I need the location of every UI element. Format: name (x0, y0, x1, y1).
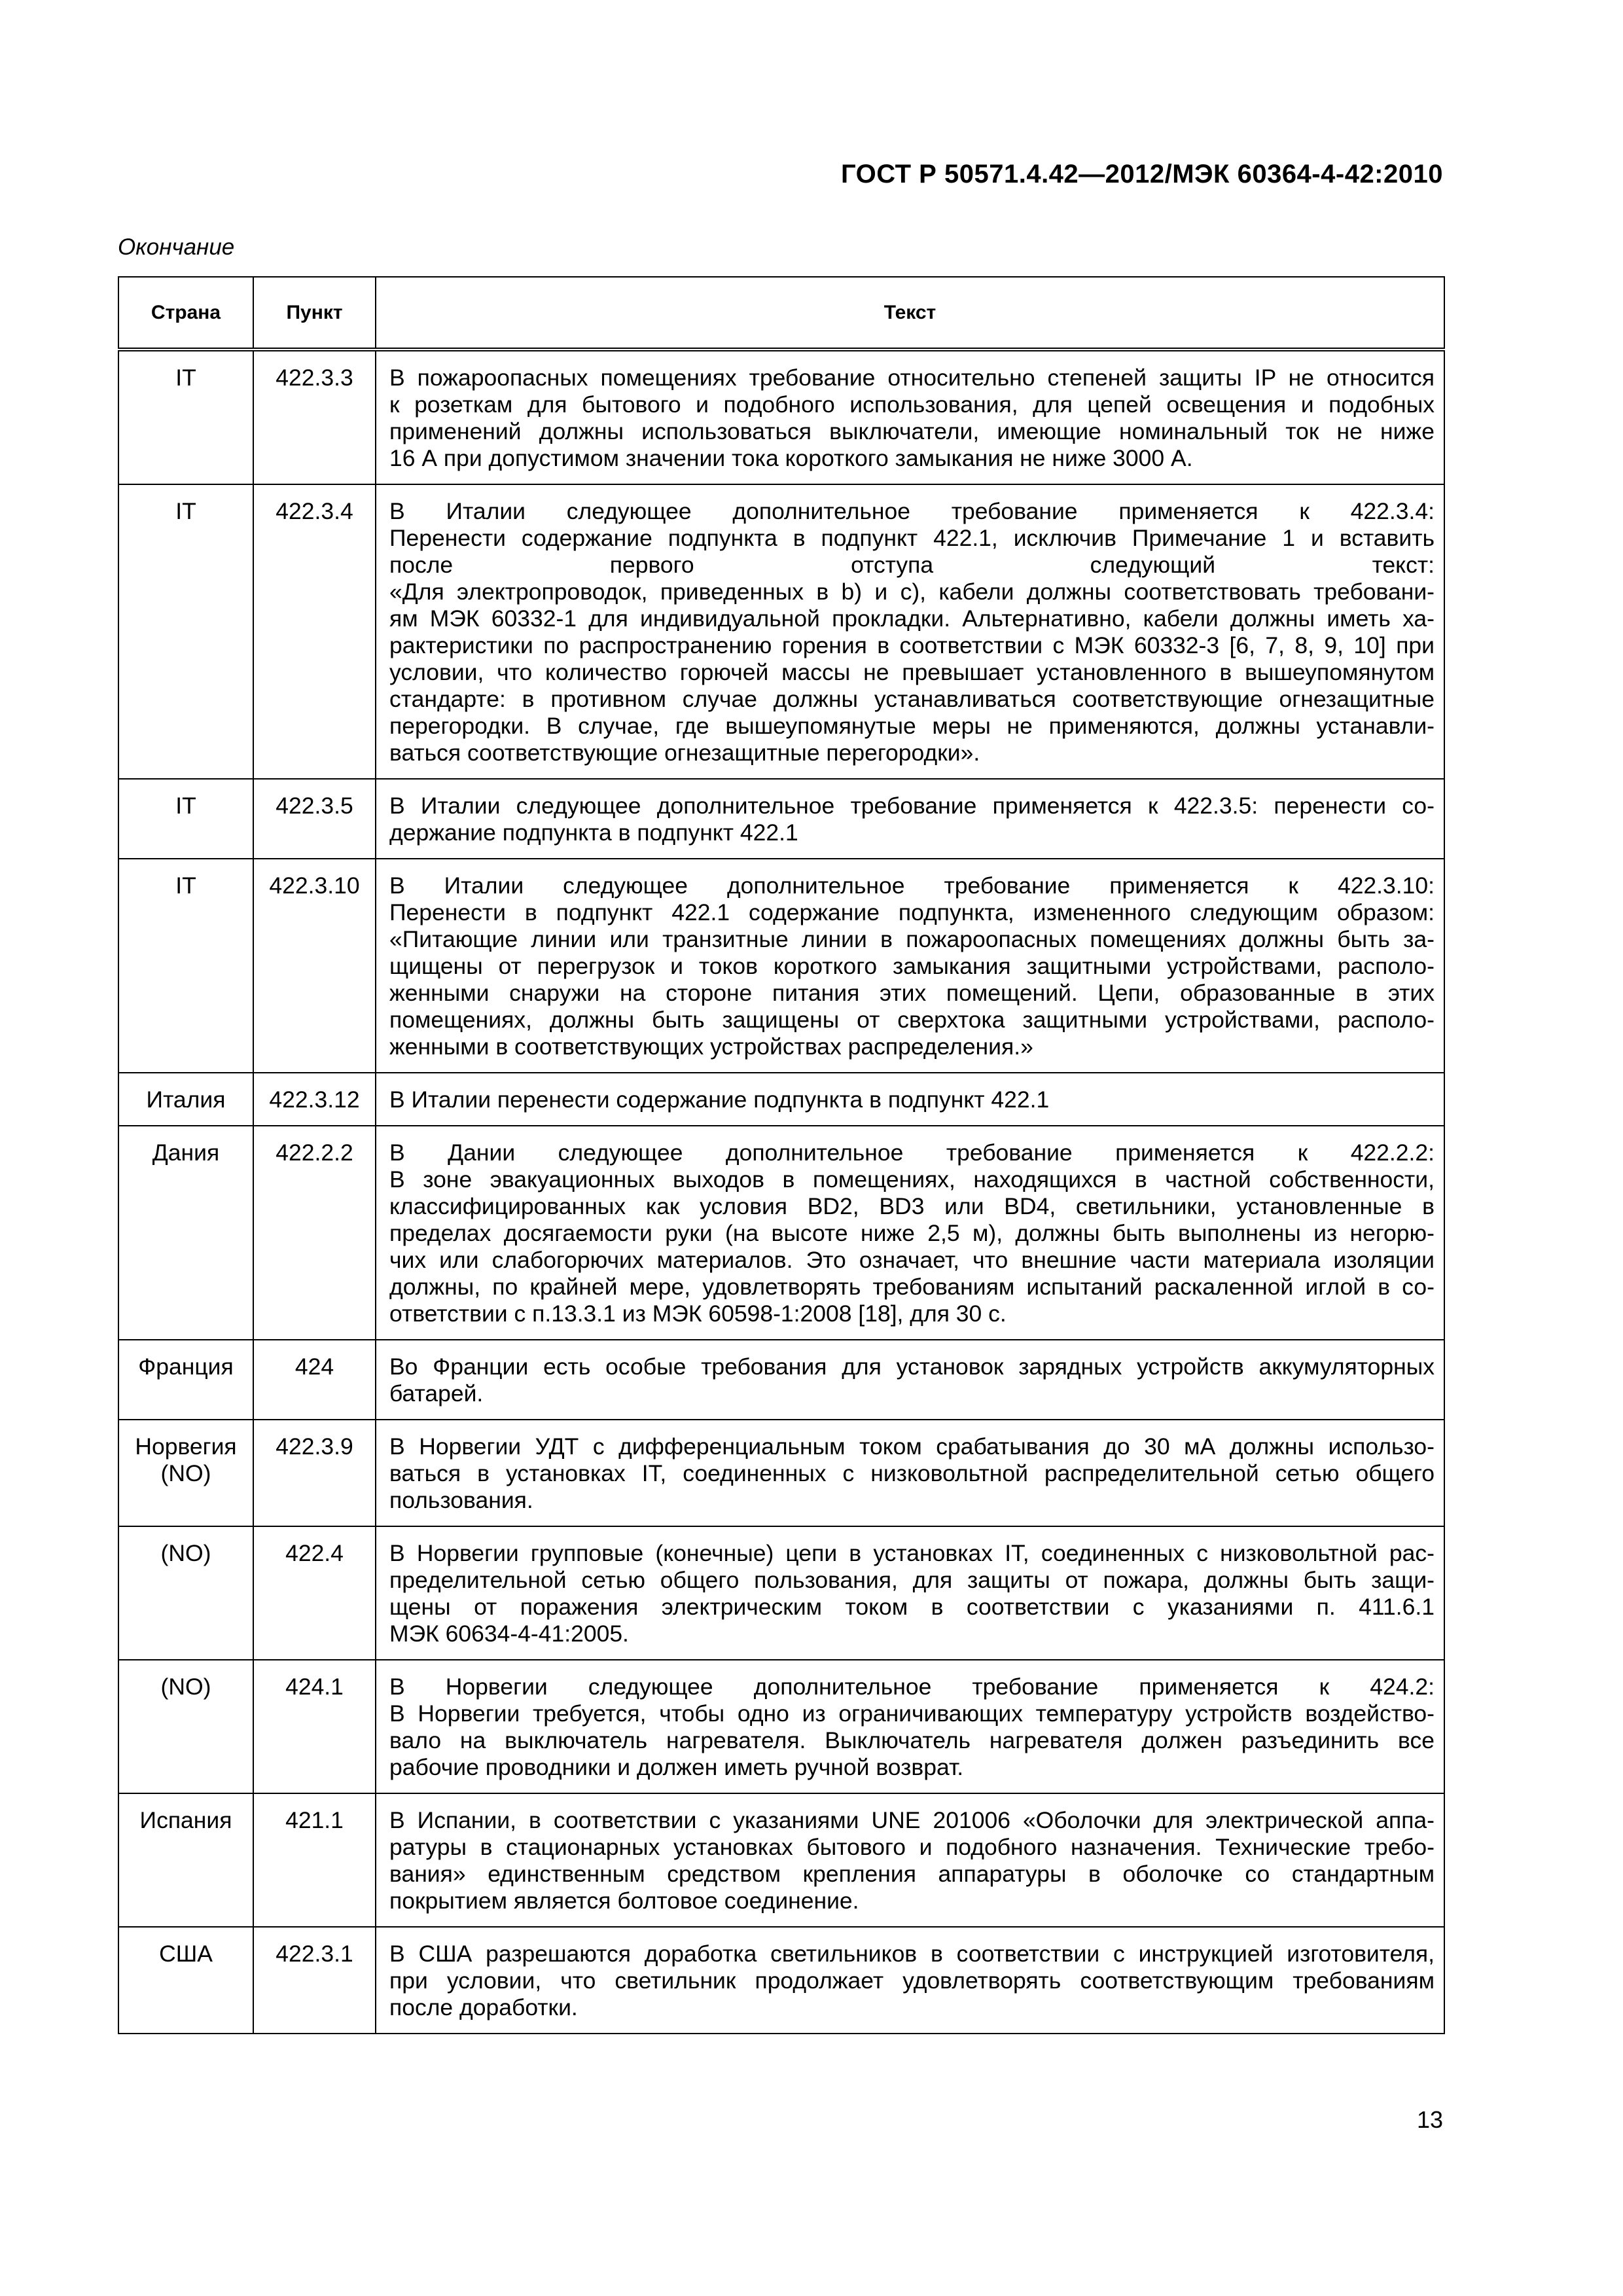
country-cell-line: Норвегия (135, 1433, 237, 1460)
text-line: ответствии с п.13.3.1 из МЭК 60598-1:2008 [18], для 30 с. (389, 1300, 1007, 1327)
clause-cell: 424.1 (253, 1660, 376, 1793)
continuation-label: Окончание (118, 234, 235, 260)
table-row (118, 1340, 1444, 1420)
text-line: к розеткам для бытового и подобного использования, для цепей освещения и подобных (389, 391, 1435, 418)
clause-cell: 424 (253, 1340, 376, 1420)
text-line: ваться соответствующие огнезащитные перегородки». (389, 740, 980, 766)
country-cell: Франция (118, 1340, 253, 1420)
table-row (118, 484, 1444, 779)
text-line: Перенести содержание подпункта в подпункт 422.1, исключив Примечание 1 и вставить (389, 525, 1435, 551)
text-line: ратуры в стационарных установках бытового и подобного назначения. Технические требо- (389, 1834, 1435, 1860)
text-line: рактеристики по распространению горения в соответствии с МЭК 60332-3 [6, 7, 8, 9, 10] при (389, 632, 1435, 658)
country-cell: (NO) (118, 1660, 253, 1793)
text-line: В Норвегии групповые (конечные) цепи в установках IT, соединенных с низковольтной рас- (389, 1540, 1435, 1566)
country-cell: IT (118, 859, 253, 1073)
page-number: 13 (1416, 2106, 1443, 2133)
text-line: чих или слабогорючих материалов. Это означает, что внешние части материала изоляции (389, 1247, 1435, 1273)
text-line: рабочие проводники и должен иметь ручной возврат. (389, 1754, 964, 1780)
country-cell: Италия (118, 1073, 253, 1126)
text-line: В Норвегии следующее дополнительное требование применяется к 424.2: (389, 1674, 1435, 1700)
country-cell: IT (118, 484, 253, 779)
country-cell-line: (NO) (160, 1460, 211, 1486)
text-line: В Дании следующее дополнительное требование применяется к 422.2.2: (389, 1139, 1435, 1166)
text-line: женными снаружи на стороне питания этих помещений. Цепи, образованные в этих (389, 980, 1435, 1006)
text-cell (376, 484, 1444, 779)
clause-cell: 422.4 (253, 1526, 376, 1660)
text-line: «Для электропроводок, приведенных в b) и с), кабели должны соответствовать требовани- (389, 579, 1435, 605)
text-cell (376, 1126, 1444, 1340)
table-row (118, 1927, 1444, 2034)
clause-cell: 422.3.3 (253, 350, 376, 484)
table-row (118, 1793, 1444, 1927)
text-line: В Италии перенести содержание подпункта в подпункт 422.1 (389, 1086, 1050, 1113)
text-cell (376, 1793, 1444, 1927)
clause-cell: 422.2.2 (253, 1126, 376, 1340)
clause-cell: 422.3.1 (253, 1927, 376, 2034)
clause-cell: 422.3.12 (253, 1073, 376, 1126)
table-row (118, 1126, 1444, 1340)
text-line: В Норвегии УДТ с дифференциальным током срабатывания до 30 мА должны использо- (389, 1433, 1435, 1460)
text-line: применений должны использоваться выключатели, имеющие номинальный ток не ниже (389, 418, 1435, 444)
table-row (118, 859, 1444, 1073)
clause-cell: 422.3.5 (253, 779, 376, 859)
text-cell (376, 350, 1444, 484)
text-line: ям МЭК 60332-1 для индивидуальной прокладки. Альтернативно, кабели должны иметь ха- (389, 605, 1435, 632)
column-header-text: Текст (376, 277, 1444, 350)
table-row (118, 350, 1444, 484)
country-cell: Испания (118, 1793, 253, 1927)
text-line: пределительной сетью общего пользования, для защиты от пожара, должны быть защи- (389, 1567, 1435, 1593)
text-cell (376, 1073, 1444, 1126)
text-line: 16 А при допустимом значении тока короткого замыкания не ниже 3000 А. (389, 445, 1193, 471)
table-row (118, 1420, 1444, 1526)
text-line: пределах досягаемости руки (на высоте ниже 2,5 м), должны быть выполнены из негорю- (389, 1220, 1435, 1246)
table-header-row (118, 277, 1444, 350)
country-cell (118, 1420, 253, 1526)
text-line: должны, по крайней мере, удовлетворять требованиям испытаний раскаленной иглой в со- (389, 1274, 1435, 1300)
text-line: пользования. (389, 1487, 533, 1513)
text-line: В зоне эвакуационных выходов в помещениях, находящихся в частной собственности, (389, 1166, 1435, 1193)
table-body (118, 350, 1444, 2034)
column-header-clause: Пункт (253, 277, 376, 350)
text-line: В Норвегии требуется, чтобы одно из ограничивающих температуру устройств воздейство- (389, 1700, 1435, 1727)
clause-cell: 422.3.10 (253, 859, 376, 1073)
text-line: В Италии следующее дополнительное требование применяется к 422.3.5: перенести со- (389, 793, 1435, 819)
requirements-table (118, 276, 1445, 2034)
text-cell (376, 1420, 1444, 1526)
country-cell: IT (118, 779, 253, 859)
clause-cell: 422.3.9 (253, 1420, 376, 1526)
text-line: держание подпункта в подпункт 422.1 (389, 819, 798, 846)
text-line: В Италии следующее дополнительное требование применяется к 422.3.4: (389, 498, 1435, 524)
text-line: условии, что количество горючей массы не превышает установленного в вышеупомянутом (389, 659, 1435, 685)
country-cell: (NO) (118, 1526, 253, 1660)
text-line: классифицированных как условия BD2, BD3 или BD4, светильники, установленные в (389, 1193, 1435, 1219)
country-cell: IT (118, 350, 253, 484)
text-line: после доработки. (389, 1994, 578, 2020)
text-line: женными в соответствующих устройствах распределения.» (389, 1033, 1033, 1060)
text-line: стандарте: в противном случае должны устанавливаться соответствующие огнезащитные (389, 686, 1435, 712)
text-line: В Испании, в соответствии с указаниями UNE 201006 «Оболочки для электрической аппа- (389, 1807, 1435, 1833)
text-line: щены от поражения электрическим током в соответствии с указаниями п. 411.6.1 (389, 1594, 1435, 1620)
text-line: В Италии следующее дополнительное требование применяется к 422.3.10: (389, 872, 1435, 899)
text-line: «Питающие линии или транзитные линии в пожароопасных помещениях должны быть за- (389, 926, 1435, 952)
document-header-title: ГОСТ Р 50571.4.42—2012/МЭК 60364-4-42:2010 (840, 160, 1443, 188)
text-line: при условии, что светильник продолжает удовлетворять соответствующим требованиям (389, 1967, 1435, 1994)
text-cell (376, 1340, 1444, 1420)
text-line: вания» единственным средством крепления аппаратуры в оболочке со стандартным (389, 1861, 1435, 1887)
text-line: В США разрешаются доработка светильников в соответствии с инструкцией изготовителя, (389, 1941, 1435, 1967)
text-line: вало на выключатель нагревателя. Выключатель нагревателя должен разъединить все (389, 1727, 1435, 1753)
text-line: В пожароопасных помещениях требование относительно степеней защиты IP не относится (389, 365, 1435, 391)
text-cell (376, 1660, 1444, 1793)
text-cell (376, 779, 1444, 859)
text-line: Во Франции есть особые требования для установок зарядных устройств аккумуляторных (389, 1354, 1435, 1380)
text-cell (376, 1526, 1444, 1660)
text-line: щищены от перегрузок и токов короткого замыкания защитными устройствами, располо- (389, 953, 1435, 979)
text-line: Перенести в подпункт 422.1 содержание подпункта, измененного следующим образом: (389, 899, 1435, 925)
text-line: после первого отступа следующий текст: (389, 552, 1435, 578)
text-line: перегородки. В случае, где вышеупомянутые меры не применяются, должны устанавли- (389, 713, 1435, 739)
table-row (118, 1660, 1444, 1793)
text-line: покрытием является болтовое соединение. (389, 1888, 859, 1914)
table-row (118, 1526, 1444, 1660)
table-row (118, 779, 1444, 859)
country-cell: США (118, 1927, 253, 2034)
text-cell (376, 859, 1444, 1073)
table-row (118, 1073, 1444, 1126)
clause-cell: 422.3.4 (253, 484, 376, 779)
country-cell: Дания (118, 1126, 253, 1340)
text-line: помещениях, должны быть защищены от сверхтока защитными устройствами, располо- (389, 1007, 1435, 1033)
text-line: батарей. (389, 1380, 484, 1407)
text-line: МЭК 60634-4-41:2005. (389, 1621, 629, 1647)
clause-cell: 421.1 (253, 1793, 376, 1927)
text-cell (376, 1927, 1444, 2034)
text-line: ваться в установках IT, соединенных с низковольтной распределительной сетью общего (389, 1460, 1435, 1486)
column-header-country: Страна (118, 277, 253, 350)
